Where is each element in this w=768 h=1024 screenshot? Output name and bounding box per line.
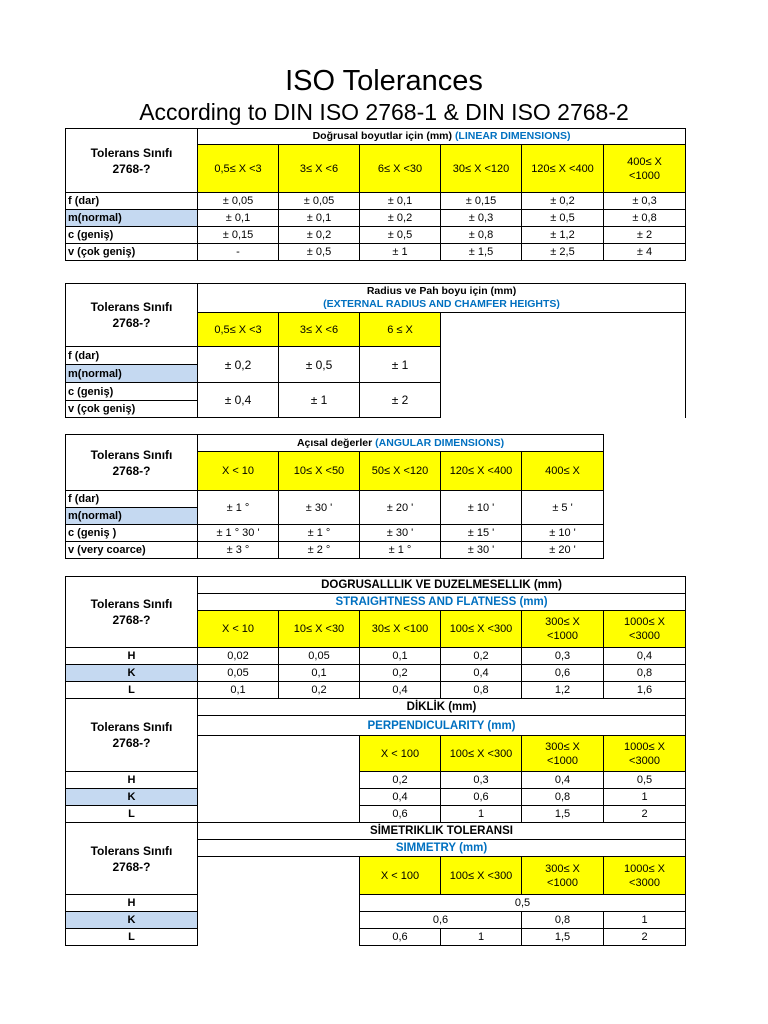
row-label: c (geniş ) bbox=[66, 525, 198, 542]
table-cell: ± 0,3 bbox=[441, 210, 522, 227]
table-cell: ± 0,05 bbox=[279, 193, 360, 210]
class-header: Tolerans Sınıfı 2768-? bbox=[66, 577, 198, 648]
geometric-tolerances-table bbox=[65, 576, 686, 946]
table-cell: ± 0,5 bbox=[279, 347, 360, 383]
table-cell: ± 10 ' bbox=[441, 491, 522, 525]
angular-dimensions-table bbox=[65, 434, 686, 559]
table-cell: 2 bbox=[604, 806, 686, 823]
table-cell: ± 2,5 bbox=[522, 244, 604, 261]
table-cell: 1,5 bbox=[522, 929, 604, 946]
range-header: 1000≤ X <3000 bbox=[604, 611, 686, 648]
table-cell: 0,4 bbox=[604, 648, 686, 665]
table-row bbox=[66, 227, 686, 244]
empty-cell bbox=[604, 435, 686, 559]
range-header: X < 10 bbox=[198, 611, 279, 648]
table-cell: 0,8 bbox=[522, 912, 604, 929]
table-cell: 0,2 bbox=[441, 648, 522, 665]
angular-header: Açısal değerler (ANGULAR DIMENSIONS) bbox=[198, 435, 604, 452]
table-cell: ± 0,1 bbox=[198, 210, 279, 227]
table-cell: ± 0,2 bbox=[360, 210, 441, 227]
symmetry-header-en: SIMMETRY (mm) bbox=[198, 840, 686, 857]
table-cell: 1 bbox=[441, 806, 522, 823]
table-cell: ± 0,2 bbox=[522, 193, 604, 210]
range-header: 1000≤ X <3000 bbox=[604, 857, 686, 895]
range-header: 300≤ X <1000 bbox=[522, 611, 604, 648]
row-label: m(normal) bbox=[66, 365, 198, 383]
table-cell: ± 30 ' bbox=[441, 542, 522, 559]
table-cell: ± 0,2 bbox=[198, 347, 279, 383]
table-cell: 0,4 bbox=[360, 682, 441, 699]
row-label: H bbox=[66, 772, 198, 789]
table-cell: 0,05 bbox=[198, 665, 279, 682]
radius-chamfer-table bbox=[65, 283, 686, 418]
linear-dimensions-table bbox=[65, 128, 686, 261]
range-header: 120≤ X <400 bbox=[441, 452, 522, 491]
table-cell: 0,8 bbox=[604, 665, 686, 682]
table-cell: 0,3 bbox=[441, 772, 522, 789]
table-row bbox=[66, 806, 686, 823]
table-cell: 0,02 bbox=[198, 648, 279, 665]
table-cell: 2 bbox=[604, 929, 686, 946]
table-cell: 1 bbox=[604, 912, 686, 929]
class-header: Tolerans Sınıfı 2768-? bbox=[66, 699, 198, 772]
row-label: H bbox=[66, 648, 198, 665]
table-cell: 1,5 bbox=[522, 806, 604, 823]
range-header: 400≤ X <1000 bbox=[604, 145, 686, 193]
table-cell: ± 15 ' bbox=[441, 525, 522, 542]
table-row bbox=[66, 542, 686, 559]
range-header: 1000≤ X <3000 bbox=[604, 736, 686, 772]
table-cell: 1,6 bbox=[604, 682, 686, 699]
table-cell: ± 0,8 bbox=[441, 227, 522, 244]
table-row bbox=[66, 665, 686, 682]
table-cell: 0,6 bbox=[522, 665, 604, 682]
range-header: 0,5≤ X <3 bbox=[198, 145, 279, 193]
table-row bbox=[66, 682, 686, 699]
table-cell: ± 1,2 bbox=[522, 227, 604, 244]
table-cell: ± 20 ' bbox=[360, 491, 441, 525]
row-label: v (very coarce) bbox=[66, 542, 198, 559]
table-cell: ± 1 bbox=[360, 244, 441, 261]
perpendicularity-header-tr: DİKLİK (mm) bbox=[198, 699, 686, 716]
table-cell: 0,8 bbox=[522, 789, 604, 806]
row-label: c (geniş) bbox=[66, 383, 198, 401]
table-cell: ± 0,1 bbox=[279, 210, 360, 227]
range-header: 30≤ X <120 bbox=[441, 145, 522, 193]
table-row bbox=[66, 525, 686, 542]
table-cell: ± 0,1 bbox=[360, 193, 441, 210]
table-cell: ± 0,3 bbox=[604, 193, 686, 210]
class-header: Tolerans Sınıfı 2768-? bbox=[66, 284, 198, 347]
range-header: 10≤ X <50 bbox=[279, 452, 360, 491]
range-header: 6≤ X <30 bbox=[360, 145, 441, 193]
table-cell: ± 0,5 bbox=[279, 244, 360, 261]
table-row bbox=[66, 912, 686, 929]
table-row bbox=[66, 648, 686, 665]
table-cell: ± 1 ° bbox=[279, 525, 360, 542]
table-cell: ± 1 ° 30 ' bbox=[198, 525, 279, 542]
symmetry-header-tr: SİMETRIKLIK TOLERANSI bbox=[198, 823, 686, 840]
row-label: v (çok geniş) bbox=[66, 401, 198, 418]
table-cell: ± 2 ° bbox=[279, 542, 360, 559]
table-cell: ± 3 ° bbox=[198, 542, 279, 559]
table-cell: 0,2 bbox=[360, 772, 441, 789]
table-cell: ± 2 bbox=[604, 227, 686, 244]
row-label: K bbox=[66, 912, 198, 929]
range-header: X < 10 bbox=[198, 452, 279, 491]
row-label: c (geniş) bbox=[66, 227, 198, 244]
table-cell: 0,1 bbox=[360, 648, 441, 665]
table-cell: 0,6 bbox=[360, 929, 441, 946]
table-row bbox=[66, 789, 686, 806]
table-cell: 0,8 bbox=[441, 682, 522, 699]
page-title: ISO Tolerances bbox=[285, 65, 483, 97]
table-cell: 0,4 bbox=[441, 665, 522, 682]
range-header: 300≤ X <1000 bbox=[522, 857, 604, 895]
table-cell: 0,1 bbox=[198, 682, 279, 699]
row-label: L bbox=[66, 806, 198, 823]
row-label: v (çok geniş) bbox=[66, 244, 198, 261]
table-cell: 1 bbox=[441, 929, 522, 946]
row-label: L bbox=[66, 682, 198, 699]
linear-header: Doğrusal boyutlar için (mm) (LINEAR DIMENSIONS) bbox=[198, 129, 686, 145]
row-label: m(normal) bbox=[66, 508, 198, 525]
table-cell: 1 bbox=[604, 789, 686, 806]
straightness-header-tr: DOGRUSALLLIK VE DUZELMESELLIK (mm) bbox=[198, 577, 686, 594]
table-cell: 0,05 bbox=[279, 648, 360, 665]
range-header: 300≤ X <1000 bbox=[522, 736, 604, 772]
row-label: f (dar) bbox=[66, 491, 198, 508]
empty-cell bbox=[198, 736, 360, 823]
table-cell: ± 0,8 bbox=[604, 210, 686, 227]
table-cell: ± 0,5 bbox=[360, 227, 441, 244]
table-cell: ± 2 bbox=[360, 383, 441, 418]
range-header: X < 100 bbox=[360, 736, 441, 772]
table-cell: ± 0,2 bbox=[279, 227, 360, 244]
range-header: 0,5≤ X <3 bbox=[198, 313, 279, 347]
table-cell: ± 1 ° bbox=[198, 491, 279, 525]
row-label: H bbox=[66, 895, 198, 912]
table-cell: 0,6 bbox=[360, 912, 522, 929]
table-cell: 0,5 bbox=[604, 772, 686, 789]
empty-cell bbox=[198, 857, 360, 946]
table-row bbox=[66, 772, 686, 789]
range-header: 100≤ X <300 bbox=[441, 736, 522, 772]
row-label: K bbox=[66, 789, 198, 806]
table-cell: ± 30 ' bbox=[360, 525, 441, 542]
table-cell: ± 1 bbox=[279, 383, 360, 418]
table-cell: 0,5 bbox=[360, 895, 686, 912]
range-header: X < 100 bbox=[360, 857, 441, 895]
range-header: 400≤ X bbox=[522, 452, 604, 491]
row-label: m(normal) bbox=[66, 210, 198, 227]
empty-cell bbox=[441, 313, 686, 418]
range-header: 100≤ X <300 bbox=[441, 611, 522, 648]
class-header: Tolerans Sınıfı 2768-? bbox=[66, 823, 198, 895]
table-cell: - bbox=[198, 244, 279, 261]
table-cell: ± 1 bbox=[360, 347, 441, 383]
table-row bbox=[66, 210, 686, 227]
table-row bbox=[66, 491, 686, 508]
table-cell: ± 4 bbox=[604, 244, 686, 261]
table-cell: 0,4 bbox=[522, 772, 604, 789]
table-row bbox=[66, 244, 686, 261]
table-cell: ± 20 ' bbox=[522, 542, 604, 559]
radius-header: Radius ve Pah boyu için (mm) (EXTERNAL RADIUS AND CHAMFER HEIGHTS) bbox=[198, 284, 686, 313]
class-header: Tolerans Sınıfı 2768-? bbox=[66, 129, 198, 193]
table-cell: ± 1,5 bbox=[441, 244, 522, 261]
table-cell: ± 5 ' bbox=[522, 491, 604, 525]
table-cell: ± 0,15 bbox=[198, 227, 279, 244]
table-row bbox=[66, 895, 686, 912]
table-cell: 0,3 bbox=[522, 648, 604, 665]
row-label: f (dar) bbox=[66, 347, 198, 365]
table-cell: 0,2 bbox=[279, 682, 360, 699]
range-header: 120≤ X <400 bbox=[522, 145, 604, 193]
table-row bbox=[66, 193, 686, 210]
range-header: 6 ≤ X bbox=[360, 313, 441, 347]
range-header: 50≤ X <120 bbox=[360, 452, 441, 491]
row-label: L bbox=[66, 929, 198, 946]
table-cell: ± 1 ° bbox=[360, 542, 441, 559]
straightness-header-en: STRAIGHTNESS AND FLATNESS (mm) bbox=[198, 594, 686, 611]
table-cell: ± 0,15 bbox=[441, 193, 522, 210]
row-label: f (dar) bbox=[66, 193, 198, 210]
table-cell: 0,6 bbox=[360, 806, 441, 823]
table-cell: 0,1 bbox=[279, 665, 360, 682]
range-header: 3≤ X <6 bbox=[279, 145, 360, 193]
table-cell: ± 0,4 bbox=[198, 383, 279, 418]
table-cell: ± 10 ' bbox=[522, 525, 604, 542]
range-header: 30≤ X <100 bbox=[360, 611, 441, 648]
perpendicularity-header-en: PERPENDICULARITY (mm) bbox=[198, 716, 686, 736]
table-cell: ± 0,5 bbox=[522, 210, 604, 227]
table-row bbox=[66, 929, 686, 946]
table-cell: 0,2 bbox=[360, 665, 441, 682]
page-subtitle: According to DIN ISO 2768-1 & DIN ISO 2768-2 bbox=[139, 99, 629, 125]
row-label: K bbox=[66, 665, 198, 682]
table-cell: 0,6 bbox=[441, 789, 522, 806]
range-header: 3≤ X <6 bbox=[279, 313, 360, 347]
class-header: Tolerans Sınıfı 2768-? bbox=[66, 435, 198, 491]
range-header: 10≤ X <30 bbox=[279, 611, 360, 648]
table-cell: ± 0,05 bbox=[198, 193, 279, 210]
table-cell: 0,4 bbox=[360, 789, 441, 806]
range-header: 100≤ X <300 bbox=[441, 857, 522, 895]
table-cell: 1,2 bbox=[522, 682, 604, 699]
table-cell: ± 30 ' bbox=[279, 491, 360, 525]
